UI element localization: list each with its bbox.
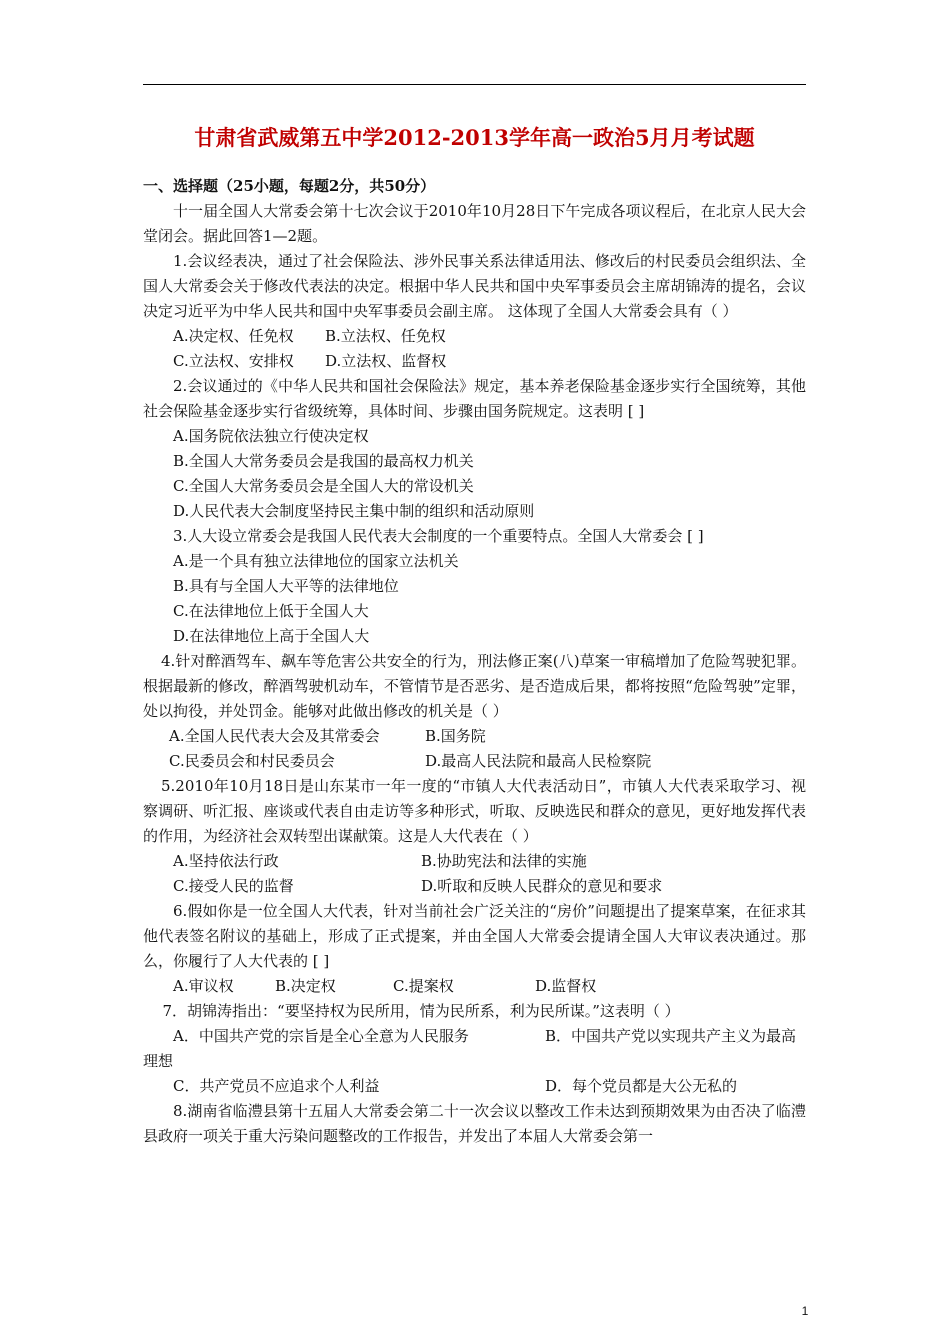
- question-8-stem: 8.湖南省临澧县第十五届人大常委会第二十一次会议以整改工作未达到预期效果为由否决了临澧县政府一项关于重大污染问题整改的工作报告，并发出了本届人大常委会第一: [143, 1102, 806, 1145]
- question-3-option-c: C.在法律地位上低于全国人大: [173, 602, 369, 620]
- question-1-stem: 1.会议经表决，通过了社会保险法、涉外民事关系法律适用法、修改后的村民委员会组织法、全国人大常委会关于修改代表法的决定。根据中华人民共和国中央军事委员会主席胡锦涛的提名，会议决定习近平为中华人民共和国中央军事委员会副主席。 这体现了全国人大常委会具有（ ）: [143, 252, 806, 320]
- question-6-stem: 6.假如你是一位全国人大代表，针对当前社会广泛关注的“房价”问题提出了提案草案，在征求其他代表签名附议的基础上，形成了正式提案，并由全国人大常委会提请全国人大审议表决通过。那么，你履行了人大代表的 [ ]: [143, 902, 806, 970]
- question-1-options-row-2: [143, 349, 806, 374]
- question-7-option-c: C．共产党员不应追求个人利益: [173, 1077, 380, 1095]
- question-5-option-a: A.坚持依法行政: [173, 852, 279, 870]
- question-7-options-row-2: [143, 1074, 806, 1099]
- question-3-option-d: D.在法律地位上高于全国人大: [173, 627, 370, 645]
- question-5-option-c: C.接受人民的监督: [173, 877, 294, 895]
- question-6-option-c: C.提案权: [393, 977, 454, 995]
- question-2-stem: 2.会议通过的《中华人民共和国社会保险法》规定，基本养老保险基金逐步实行全国统筹，其他社会保险基金逐步实行省级统筹，具体时间、步骤由国务院规定。这表明 [ ]: [143, 377, 806, 420]
- question-4-option-a: A.全国人民代表大会及其常委会: [169, 727, 380, 745]
- page-number: 1: [801, 1304, 809, 1318]
- question-1-option-a: A.决定权、任免权: [173, 327, 294, 345]
- section-heading: 一、选择题（25小题，每题2分，共50分）: [143, 177, 436, 195]
- question-4-option-b: B.国务院: [425, 727, 486, 745]
- question-3-option-a: A.是一个具有独立法律地位的国家立法机关: [173, 552, 459, 570]
- question-5-option-d: D.听取和反映人民群众的意见和要求: [421, 877, 663, 895]
- intro-paragraph: 十一届全国人大常委会第十七次会议于2010年10月28日下午完成各项议程后，在北京人民大会堂闭会。据此回答1—2题。: [143, 202, 806, 245]
- question-4-options-row-2: [143, 749, 806, 774]
- question-4-stem: 4.针对醉酒驾车、飙车等危害公共安全的行为，刑法修正案(八)草案一审稿增加了危险驾驶犯罪。根据最新的修改，醉酒驾驶机动车，不管情节是否恶劣、是否造成后果，都将按照“危险驾驶”定罪，处以拘役，并处罚金。能够对此做出修改的机关是（ ）: [143, 652, 806, 720]
- exam-title: 甘肃省武威第五中学2012-2013学年高一政治5月月考试题: [194, 125, 755, 150]
- question-6-option-a: A.审议权: [173, 977, 234, 995]
- question-6-options-row: [143, 974, 806, 999]
- question-5-options-row-1: [143, 849, 806, 874]
- question-2-option-d: D.人民代表大会制度坚持民主集中制的组织和活动原则: [173, 502, 535, 520]
- question-1-option-d: D.立法权、监督权: [325, 352, 447, 370]
- question-1-options-row-1: [143, 324, 806, 349]
- question-4-options-row-1: [143, 724, 806, 749]
- question-5-stem: 5.2010年10月18日是山东某市一年一度的“市镇人大代表活动日”，市镇人大代表采取学习、视察调研、听汇报、座谈或代表自由走访等多种形式，听取、反映选民和群众的意见，更好地发挥代表的作用，为经济社会双转型出谋献策。这是人大代表在（ ）: [143, 777, 806, 845]
- question-3-stem: 3.人大设立常委会是我国人民代表大会制度的一个重要特点。全国人大常委会 [ ]: [173, 527, 704, 545]
- question-7-options-row-1: [143, 1024, 806, 1074]
- question-3-option-b: B.具有与全国人大平等的法律地位: [173, 577, 399, 595]
- question-1-option-c: C.立法权、安排权: [173, 352, 294, 370]
- question-7-stem: 7．胡锦涛指出：“要坚持权为民所用，情为民所系，利为民所谋。”这表明（ ）: [162, 1002, 680, 1020]
- question-2-option-a: A.国务院依法独立行使决定权: [173, 427, 369, 445]
- question-5-option-b: B.协助宪法和法律的实施: [421, 852, 587, 870]
- question-6-option-d: D.监督权: [535, 977, 597, 995]
- question-6-option-b: B.决定权: [275, 977, 336, 995]
- question-5-options-row-2: [143, 874, 806, 899]
- question-7-option-d: D．每个党员都是大公无私的: [545, 1077, 738, 1095]
- exam-body: [143, 174, 806, 1149]
- question-4-option-c: C.民委员会和村民委员会: [169, 752, 335, 770]
- question-2-option-b: B.全国人大常务委员会是我国的最高权力机关: [173, 452, 474, 470]
- question-4-option-d: D.最高人民法院和最高人民检察院: [425, 752, 652, 770]
- question-1-option-b: B.立法权、任免权: [325, 327, 446, 345]
- question-7-option-b: B．中国共产党以实现共产主义为最高理想: [143, 1027, 797, 1070]
- question-2-option-c: C.全国人大常务委员会是全国人大的常设机关: [173, 477, 474, 495]
- question-7-option-a: A．中国共产党的宗旨是全心全意为人民服务: [173, 1027, 469, 1045]
- header-rule: [143, 84, 806, 85]
